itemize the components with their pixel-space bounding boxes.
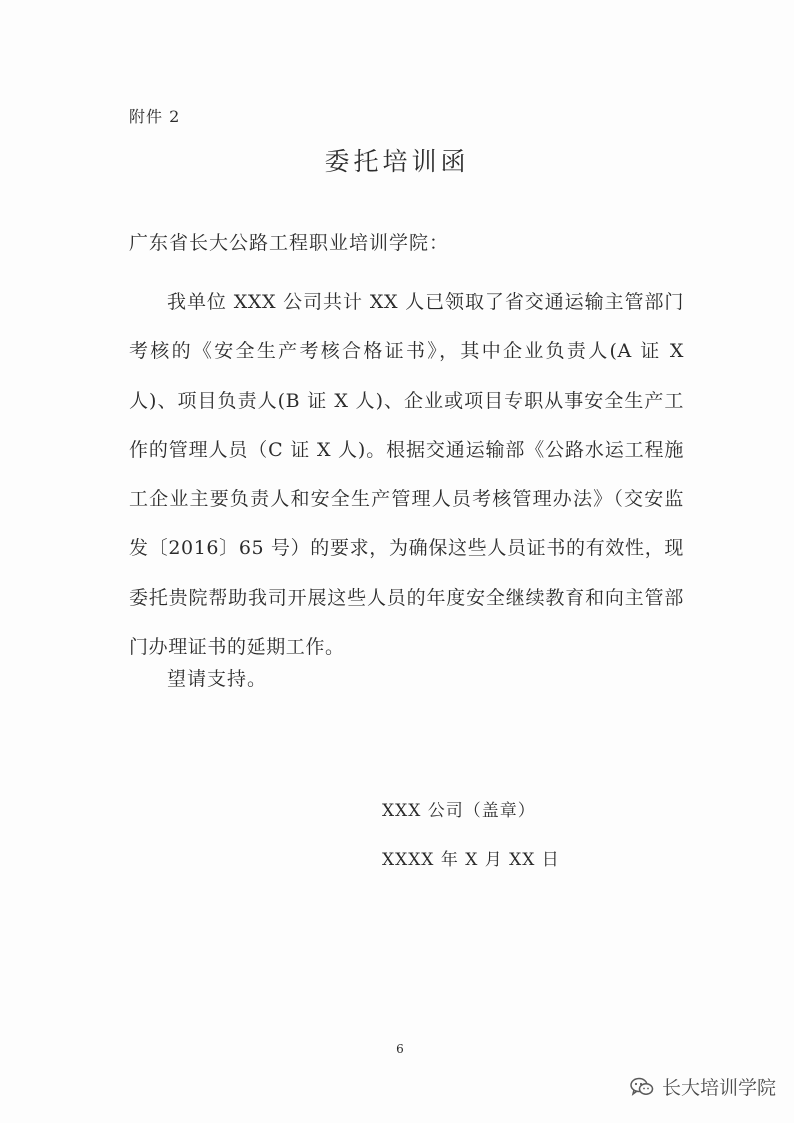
document-title: 委托培训函 [324,147,470,176]
page-number: 6 [396,1042,404,1056]
signer: XXX 公司（盖章） [382,801,536,821]
signature-date: XXXX 年 X 月 XX 日 [382,850,560,870]
watermark-text: 长大培训学院 [661,1077,776,1099]
wechat-icon [630,1077,654,1097]
body-paragraph: 我单位 XXX 公司共计 XX 人已领取了省交通运输主管部门考核的《安全生产考核合格证书》，其中企业负责人(A 证 X 人)、项目负责人(B 证 X 人)、企业或项目专职从事安全生产工作的管理人员（C 证 X 人)。根据交通运输部《公路水运工程施工企业主要负责人和安全生产管理人员考核管理办法》（交安监发〔2016〕65 号）的要求，为确保这些人员证书的有效性，现委托贵院帮助我司开展这些人员的年度安全继续教育和向主管部门办理证书的延期工作。 [129,291,684,659]
watermark [630,1073,776,1100]
closing-line: 望请支持。 [167,668,268,690]
attachment-label: 附件 2 [129,107,181,126]
addressee: 广东省长大公路工程职业培训学院： [129,232,450,254]
